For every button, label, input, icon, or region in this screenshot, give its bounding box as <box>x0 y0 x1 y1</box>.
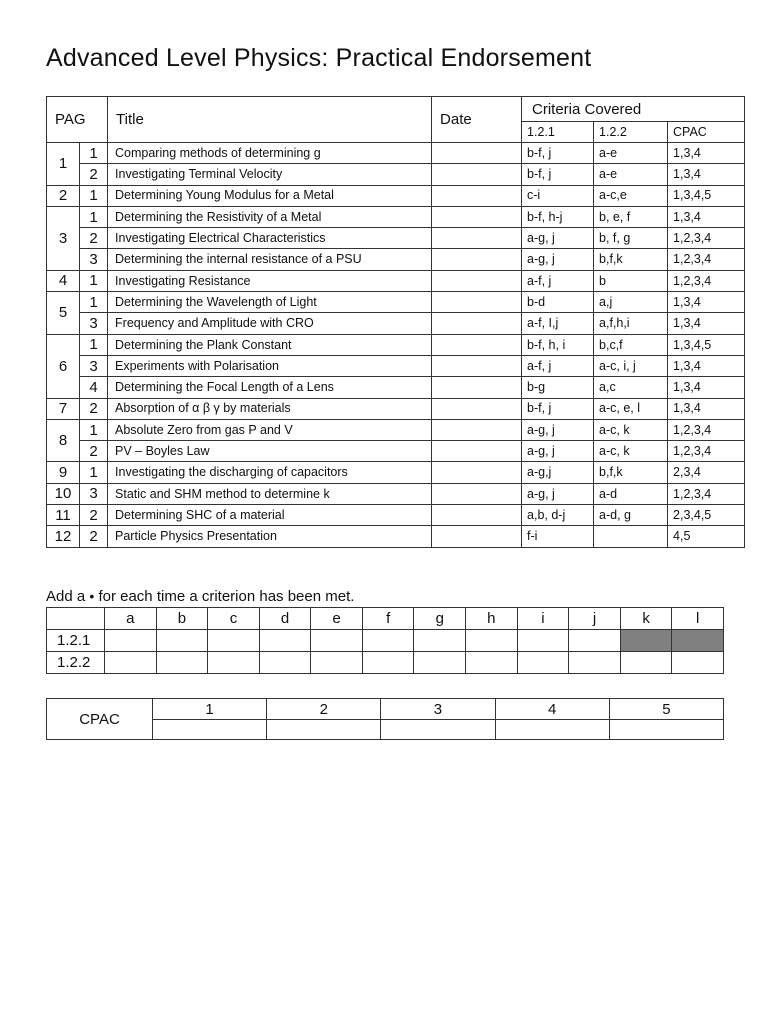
criteria-122-header: 1.2.2 <box>594 122 668 143</box>
cpac-value: 1,3,4 <box>668 398 745 419</box>
practical-title: Determining SHC of a material <box>108 505 432 526</box>
cpac-number-1: 1 <box>153 699 267 720</box>
practical-title: Static and SHM method to determine k <box>108 483 432 504</box>
cpac-number-3: 3 <box>381 699 495 720</box>
instruction-after: for each time a criterion has been met. <box>98 588 355 605</box>
pag-number: 12 <box>47 526 80 547</box>
criteria-121-value: a-g, j <box>522 441 594 462</box>
criteria-covered-header: Criteria Covered <box>522 97 745 122</box>
date-cell[interactable] <box>432 228 522 249</box>
criteria-121-value: b-f, j <box>522 143 594 164</box>
practical-number: 2 <box>80 398 108 419</box>
practical-title: Particle Physics Presentation <box>108 526 432 547</box>
cpac-value: 1,3,4 <box>668 313 745 334</box>
cpac-value: 1,2,3,4 <box>668 419 745 440</box>
table-row <box>47 292 745 313</box>
tick-cell[interactable] <box>466 630 518 652</box>
tracker-row <box>47 652 724 674</box>
criteria-122-value: a-d <box>594 483 668 504</box>
practical-title: Absorption of α β γ by materials <box>108 398 432 419</box>
tracker-row <box>47 630 724 652</box>
practical-number: 2 <box>80 526 108 547</box>
table-row <box>47 206 745 227</box>
cpac-entry-cell[interactable] <box>153 720 267 740</box>
date-cell[interactable] <box>432 483 522 504</box>
cpac-number-4: 4 <box>495 699 609 720</box>
date-cell[interactable] <box>432 419 522 440</box>
header-row <box>47 97 745 122</box>
tick-cell[interactable] <box>414 630 466 652</box>
table-row <box>47 377 745 398</box>
tracker-row-label: 1.2.1 <box>47 630 105 652</box>
criterion-letter-l: l <box>672 608 724 630</box>
date-cell[interactable] <box>432 441 522 462</box>
practical-title: Comparing methods of determining g <box>108 143 432 164</box>
practical-title: Determining the Wavelength of Light <box>108 292 432 313</box>
practical-number: 2 <box>80 505 108 526</box>
tick-cell[interactable] <box>362 652 414 674</box>
criteria-122-value: a,j <box>594 292 668 313</box>
criteria-121-value: a-g,j <box>522 462 594 483</box>
practical-number: 1 <box>80 334 108 355</box>
criteria-122-value: a-c,e <box>594 185 668 206</box>
practical-number: 2 <box>80 441 108 462</box>
tick-cell[interactable] <box>466 652 518 674</box>
date-cell[interactable] <box>432 398 522 419</box>
date-cell[interactable] <box>432 143 522 164</box>
practical-title: Investigating Electrical Characteristics <box>108 228 432 249</box>
table-row <box>47 143 745 164</box>
practical-title: Investigating Terminal Velocity <box>108 164 432 185</box>
table-row <box>47 355 745 376</box>
date-cell[interactable] <box>432 292 522 313</box>
table-row <box>47 526 745 547</box>
criteria-121-header: 1.2.1 <box>522 122 594 143</box>
table-row <box>47 441 745 462</box>
criteria-121-value: c-i <box>522 185 594 206</box>
tick-cell[interactable] <box>311 630 363 652</box>
pag-number: 7 <box>47 398 80 419</box>
criteria-121-value: b-d <box>522 292 594 313</box>
cpac-value: 1,2,3,4 <box>668 270 745 291</box>
tick-cell[interactable] <box>156 630 208 652</box>
shaded-cell <box>620 630 672 652</box>
tick-cell[interactable] <box>672 652 724 674</box>
cpac-value: 1,3,4 <box>668 377 745 398</box>
page-title: Advanced Level Physics: Practical Endorsement <box>46 44 592 72</box>
table-row <box>47 334 745 355</box>
criteria-121-value: b-f, h-j <box>522 206 594 227</box>
cpac-entry-cell[interactable] <box>381 720 495 740</box>
practical-title: Determining the internal resistance of a PSU <box>108 249 432 270</box>
date-cell[interactable] <box>432 270 522 291</box>
date-cell[interactable] <box>432 206 522 227</box>
cpac-number-5: 5 <box>609 699 723 720</box>
tick-cell[interactable] <box>105 630 157 652</box>
criterion-letter-h: h <box>466 608 518 630</box>
cpac-value: 1,2,3,4 <box>668 249 745 270</box>
date-header: Date <box>432 97 522 143</box>
tick-cell[interactable] <box>569 652 621 674</box>
criterion-letter-b: b <box>156 608 208 630</box>
cpac-value: 1,3,4 <box>668 164 745 185</box>
practical-number: 1 <box>80 419 108 440</box>
practical-title: Determining Young Modulus for a Metal <box>108 185 432 206</box>
criteria-122-value: b <box>594 270 668 291</box>
criterion-letter-a: a <box>105 608 157 630</box>
practical-number: 1 <box>80 206 108 227</box>
criterion-letter-e: e <box>311 608 363 630</box>
criterion-letter-c: c <box>208 608 260 630</box>
pag-number: 8 <box>47 419 80 462</box>
tick-cell[interactable] <box>517 652 569 674</box>
cpac-value: 1,3,4,5 <box>668 185 745 206</box>
pag-number: 9 <box>47 462 80 483</box>
cpac-value: 1,2,3,4 <box>668 483 745 504</box>
practical-title: Investigating the discharging of capacitors <box>108 462 432 483</box>
criterion-letter-f: f <box>362 608 414 630</box>
practical-title: Absolute Zero from gas P and V <box>108 419 432 440</box>
date-cell[interactable] <box>432 185 522 206</box>
cpac-value: 1,3,4 <box>668 143 745 164</box>
criteria-121-value: a-f, I,j <box>522 313 594 334</box>
cpac-value: 2,3,4,5 <box>668 505 745 526</box>
pag-number: 4 <box>47 270 80 291</box>
criteria-121-value: a-g, j <box>522 249 594 270</box>
criteria-121-value: a,b, d-j <box>522 505 594 526</box>
tick-cell[interactable] <box>259 630 311 652</box>
criteria-121-value: b-g <box>522 377 594 398</box>
pag-number: 1 <box>47 143 80 186</box>
tick-cell[interactable] <box>414 652 466 674</box>
bullet-dot-icon: • <box>89 588 95 604</box>
title-header: Title <box>108 97 432 143</box>
pag-number: 10 <box>47 483 80 504</box>
pag-number: 2 <box>47 185 80 206</box>
pag-header: PAG <box>47 97 108 143</box>
cpac-value: 1,3,4 <box>668 206 745 227</box>
pag-number: 3 <box>47 206 80 270</box>
tracker-row-label: 1.2.2 <box>47 652 105 674</box>
tick-cell[interactable] <box>620 652 672 674</box>
practical-number: 2 <box>80 228 108 249</box>
tracker-header-row <box>47 608 724 630</box>
cpac-header-row <box>47 699 724 720</box>
table-row <box>47 313 745 334</box>
practical-title: PV – Boyles Law <box>108 441 432 462</box>
tick-cell[interactable] <box>569 630 621 652</box>
criteria-122-value: a-c, k <box>594 441 668 462</box>
table-row <box>47 270 745 291</box>
criteria-122-value: b,f,k <box>594 462 668 483</box>
shaded-cell <box>672 630 724 652</box>
date-cell[interactable] <box>432 164 522 185</box>
criteria-122-value: b,c,f <box>594 334 668 355</box>
cpac-value: 2,3,4 <box>668 462 745 483</box>
criteria-122-value: a-e <box>594 164 668 185</box>
criterion-letter-k: k <box>620 608 672 630</box>
cpac-entry-cell[interactable] <box>609 720 723 740</box>
cpac-value: 1,3,4 <box>668 292 745 313</box>
table-row <box>47 398 745 419</box>
practical-number: 3 <box>80 313 108 334</box>
criteria-122-value: b, f, g <box>594 228 668 249</box>
cpac-header: CPAC <box>668 122 745 143</box>
cpac-entry-cell[interactable] <box>267 720 381 740</box>
criteria-121-value: b-f, j <box>522 398 594 419</box>
criteria-121-value: f-i <box>522 526 594 547</box>
table-row <box>47 185 745 206</box>
criterion-letter-j: j <box>569 608 621 630</box>
practical-number: 1 <box>80 143 108 164</box>
cpac-value: 1,3,4 <box>668 355 745 376</box>
criteria-tracker-table <box>46 607 724 674</box>
criteria-121-value: a-f, j <box>522 270 594 291</box>
date-cell[interactable] <box>432 505 522 526</box>
date-cell[interactable] <box>432 334 522 355</box>
date-cell[interactable] <box>432 526 522 547</box>
criteria-121-value: a-g, j <box>522 228 594 249</box>
practical-number: 3 <box>80 249 108 270</box>
pag-number: 11 <box>47 505 80 526</box>
tick-cell[interactable] <box>208 652 260 674</box>
practical-title: Determining the Focal Length of a Lens <box>108 377 432 398</box>
criterion-letter-i: i <box>517 608 569 630</box>
cpac-tracker-table <box>46 698 724 740</box>
criteria-121-value: b-f, j <box>522 164 594 185</box>
practical-number: 1 <box>80 462 108 483</box>
practical-number: 4 <box>80 377 108 398</box>
tick-cell[interactable] <box>362 630 414 652</box>
table-row <box>47 228 745 249</box>
criterion-letter-g: g <box>414 608 466 630</box>
tracker-corner-cell <box>47 608 105 630</box>
cpac-value: 4,5 <box>668 526 745 547</box>
criterion-letter-d: d <box>259 608 311 630</box>
practical-endorsement-table <box>46 96 745 548</box>
practical-title: Experiments with Polarisation <box>108 355 432 376</box>
practical-number: 1 <box>80 292 108 313</box>
criteria-122-value: b,f,k <box>594 249 668 270</box>
pag-number: 6 <box>47 334 80 398</box>
tick-cell[interactable] <box>311 652 363 674</box>
table-row <box>47 462 745 483</box>
cpac-value: 1,2,3,4 <box>668 441 745 462</box>
criteria-122-value: a,f,h,i <box>594 313 668 334</box>
pag-number: 5 <box>47 292 80 335</box>
practical-title: Investigating Resistance <box>108 270 432 291</box>
criteria-122-value: a,c <box>594 377 668 398</box>
practical-number: 3 <box>80 483 108 504</box>
criteria-122-value: a-c, i, j <box>594 355 668 376</box>
criteria-122-value: b, e, f <box>594 206 668 227</box>
cpac-number-2: 2 <box>267 699 381 720</box>
criteria-122-value: a-e <box>594 143 668 164</box>
date-cell[interactable] <box>432 377 522 398</box>
practical-number: 1 <box>80 185 108 206</box>
criteria-121-value: a-f, j <box>522 355 594 376</box>
practical-number: 3 <box>80 355 108 376</box>
criteria-122-value: a-c, e, l <box>594 398 668 419</box>
date-cell[interactable] <box>432 462 522 483</box>
cpac-value: 1,2,3,4 <box>668 228 745 249</box>
table-row <box>47 505 745 526</box>
table-row <box>47 419 745 440</box>
criteria-121-value: b-f, h, i <box>522 334 594 355</box>
criteria-122-value: a-d, g <box>594 505 668 526</box>
tick-cell[interactable] <box>156 652 208 674</box>
practical-number: 2 <box>80 164 108 185</box>
instruction-before: Add a <box>46 588 86 605</box>
practical-title: Frequency and Amplitude with CRO <box>108 313 432 334</box>
cpac-label: CPAC <box>47 699 153 740</box>
criteria-122-value: a-c, k <box>594 419 668 440</box>
tick-cell[interactable] <box>259 652 311 674</box>
date-cell[interactable] <box>432 355 522 376</box>
cpac-entry-cell[interactable] <box>495 720 609 740</box>
date-cell[interactable] <box>432 313 522 334</box>
practical-title: Determining the Resistivity of a Metal <box>108 206 432 227</box>
table-row <box>47 249 745 270</box>
tick-cell[interactable] <box>208 630 260 652</box>
date-cell[interactable] <box>432 249 522 270</box>
tick-cell[interactable] <box>105 652 157 674</box>
table-row <box>47 164 745 185</box>
practical-number: 1 <box>80 270 108 291</box>
criteria-121-value: a-g, j <box>522 483 594 504</box>
criteria-121-value: a-g, j <box>522 419 594 440</box>
cpac-value: 1,3,4,5 <box>668 334 745 355</box>
instruction-text <box>46 588 354 605</box>
table-row <box>47 483 745 504</box>
criteria-122-value <box>594 526 668 547</box>
practical-title: Determining the Plank Constant <box>108 334 432 355</box>
tick-cell[interactable] <box>517 630 569 652</box>
